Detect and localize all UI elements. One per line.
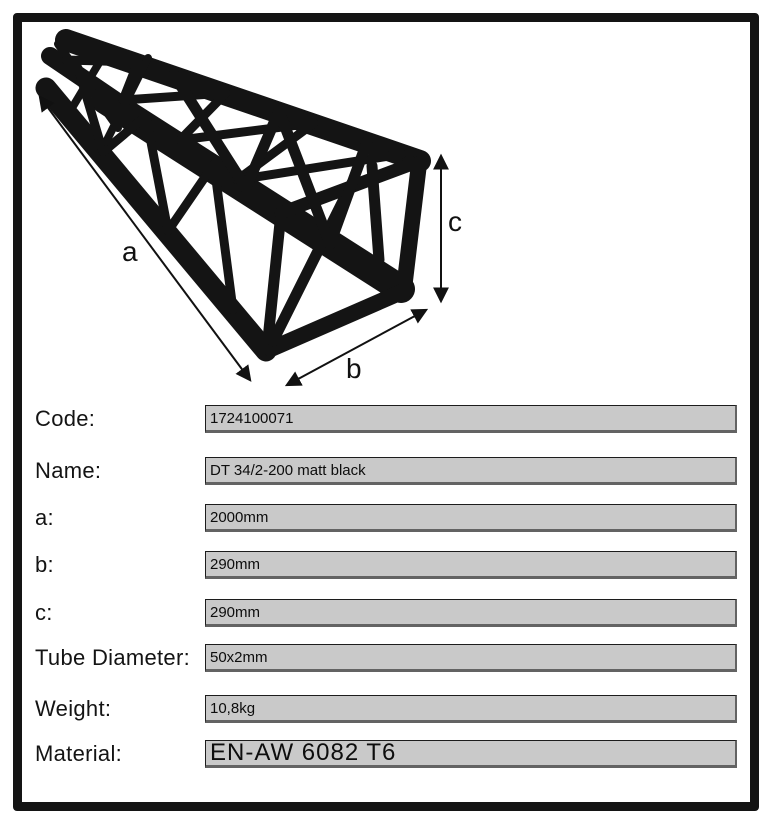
b-label: b:	[35, 552, 54, 577]
dimension-label-c: c	[448, 206, 462, 237]
material-value: EN-AW 6082 T6	[210, 740, 397, 766]
dimension-label-a: a	[122, 236, 138, 267]
code-label: Code:	[35, 406, 96, 431]
field-row-b	[0, 551, 770, 579]
b-value-field[interactable]	[205, 551, 737, 579]
field-row-tube-diameter	[0, 644, 770, 672]
code-value: 1724100071	[210, 409, 294, 427]
weight-value-field[interactable]	[205, 695, 737, 723]
c-value-field[interactable]	[205, 599, 737, 627]
dimension-label-b: b	[346, 353, 362, 384]
material-label: Material:	[35, 741, 123, 766]
truss-diagram	[0, 0, 490, 400]
b-value: 290mm	[210, 555, 261, 573]
tube-diameter-value: 50x2mm	[210, 648, 268, 666]
field-row-name	[0, 457, 770, 485]
field-row-a	[0, 504, 770, 532]
a-label: a:	[35, 505, 54, 530]
tube-diameter-value-field[interactable]	[205, 644, 737, 672]
field-row-material	[0, 740, 770, 768]
field-row-weight	[0, 695, 770, 723]
field-row-code	[0, 405, 770, 433]
truss-silhouette-illustration	[46, 40, 420, 351]
a-value: 2000mm	[210, 508, 269, 526]
name-value-field[interactable]	[205, 457, 737, 485]
tube-diameter-label: Tube Diameter:	[35, 645, 190, 670]
c-value: 290mm	[210, 603, 261, 621]
a-value-field[interactable]	[205, 504, 737, 532]
weight-value: 10,8kg	[210, 699, 256, 717]
code-value-field[interactable]	[205, 405, 737, 433]
name-label: Name:	[35, 458, 102, 483]
name-value: DT 34/2-200 matt black	[210, 461, 366, 479]
weight-label: Weight:	[35, 696, 112, 721]
c-label: c:	[35, 600, 53, 625]
field-row-c	[0, 599, 770, 627]
material-value-field[interactable]	[205, 740, 737, 768]
